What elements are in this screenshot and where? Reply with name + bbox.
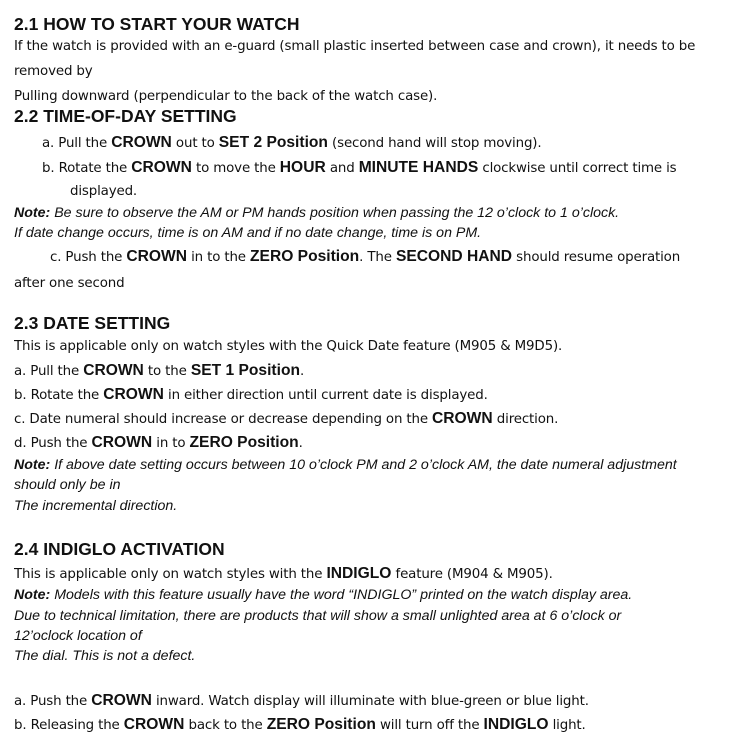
section-heading-2-3: 2.3 DATE SETTING [14, 313, 171, 333]
intro-2-4: This is applicable only on watch styles with the INDIGLO feature (M904 & M905). [14, 565, 553, 582]
note-2-4: Note: Models with this feature usually have the word “INDIGLO” printed on the watch display area. [14, 587, 633, 603]
step-b-2-2-continued: displayed. [70, 184, 138, 199]
step-c-2-2-continued: after one second [14, 276, 125, 291]
paragraph-line: Pulling downward (perpendicular to the back of the watch case). [14, 89, 438, 104]
note-2-3-line-3: The incremental direction. [14, 498, 178, 514]
section-heading-2-1: 2.1 HOW TO START YOUR WATCH [14, 14, 300, 34]
paragraph-line: If the watch is provided with an e-guard (small plastic inserted between case and crown), it needs to be [14, 39, 696, 54]
paragraph-line: removed by [14, 64, 93, 79]
note-2-2: Note: Be sure to observe the AM or PM hands position when passing the 12 o’clock to 1 o’clock. [14, 205, 620, 221]
step-c-2-3: c. Date numeral should increase or decrease depending on the CROWN direction. [14, 410, 559, 427]
step-a-2-2: a. Pull the CROWN out to SET 2 Position (second hand will stop moving). [42, 134, 542, 151]
note-2-3-line-2: should only be in [14, 477, 121, 493]
section-heading-2-4: 2.4 INDIGLO ACTIVATION [14, 539, 225, 559]
note-2-2-line-2: If date change occurs, time is on AM and if no date change, time is on PM. [14, 225, 482, 241]
step-d-2-3: d. Push the CROWN in to ZERO Position. [14, 434, 303, 451]
note-2-4-line-2: Due to technical limitation, there are products that will show a small unlighted area at 6 o’clock or [14, 608, 622, 624]
note-2-4-line-3: 12’oclock location of [14, 628, 142, 644]
note-2-3: Note: If above date setting occurs between 10 o’clock PM and 2 o’clock AM, the date numeral adjustment [14, 457, 677, 473]
step-a-2-4: a. Push the CROWN inward. Watch display will illuminate with blue-green or blue light. [14, 692, 589, 709]
section-heading-2-2: 2.2 TIME-OF-DAY SETTING [14, 106, 237, 126]
step-a-2-3: a. Pull the CROWN to the SET 1 Position. [14, 362, 305, 379]
step-b-2-4: b. Releasing the CROWN back to the ZERO Position will turn off the INDIGLO light. [14, 716, 586, 733]
paragraph-line: This is applicable only on watch styles with the Quick Date feature (M905 & M9D5). [14, 339, 563, 354]
step-c-2-2: c. Push the CROWN in to the ZERO Position. The SECOND HAND should resume operation [50, 248, 681, 265]
step-b-2-2: b. Rotate the CROWN to move the HOUR and MINUTE HANDS clockwise until correct time is [42, 159, 677, 176]
note-2-4-line-4: The dial. This is not a defect. [14, 648, 196, 664]
step-b-2-3: b. Rotate the CROWN in either direction until current date is displayed. [14, 386, 488, 403]
